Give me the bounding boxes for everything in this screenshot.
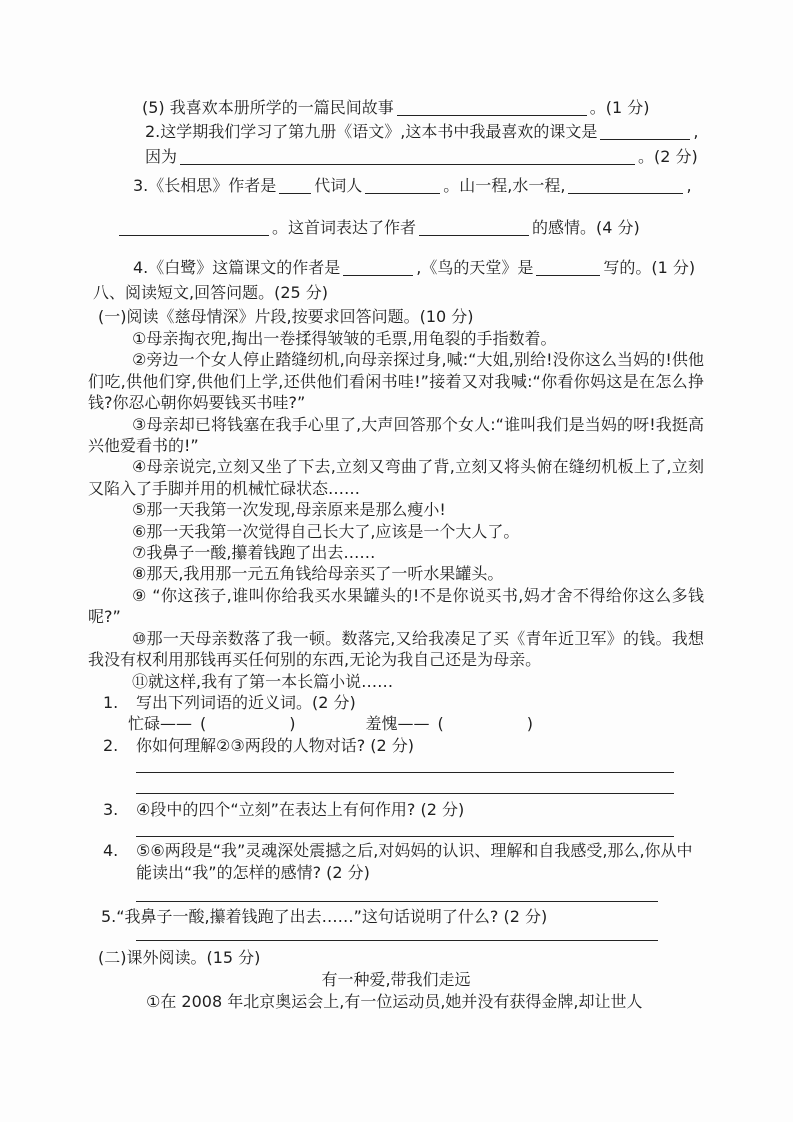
passage-paragraph-8: ⑧那天,我用那一元五角钱给母亲买了一听水果罐头。 — [132, 564, 504, 584]
fill-in-blank — [600, 125, 690, 140]
answer-line — [136, 883, 658, 902]
passage-paragraph-5: ⑤那一天我第一次发现,母亲原来是那么瘦小! — [132, 500, 446, 520]
passage-paragraph-11: ⑪就这样,我有了第一本长篇小说…… — [132, 671, 394, 691]
item-3-score: 的感情。(4 分) — [532, 218, 640, 237]
item-5-line — [142, 96, 704, 119]
passage-paragraph-9: ⑨ “你这孩子,谁叫你给我买水果罐头的!不是你说买书,妈才舍不得给你这么多钱呢?” — [88, 585, 704, 627]
part-1-heading-text: (一)阅读《慈母情深》片段,按要求回答问题。(10 分) — [98, 307, 474, 326]
answer-line — [136, 820, 674, 837]
answer-line — [136, 773, 674, 794]
item-3-line-1 — [133, 174, 704, 197]
item-3-comma: , — [686, 176, 692, 195]
item-5-score: 。(1 分) — [589, 98, 650, 117]
section-8-heading — [93, 281, 704, 304]
exam-content — [88, 96, 704, 1013]
synonym-pairs-line — [128, 713, 704, 735]
fill-in-blank — [343, 261, 413, 276]
passage-paragraph-2: ②旁边一个女人停止踏缝纫机,向母亲探过身,喊:“大姐,别给!没你这么当妈的!供他们吃,供他们穿,供他们上学,还供他们看闲书哇!”接着又对我喊:“你看你妈这是在怎么挣钱?你忍心朝你妈要钱买书哇?” — [88, 350, 704, 413]
reading-question-1 — [103, 692, 704, 714]
paren-close: ) — [289, 714, 296, 734]
fill-in-blank — [397, 101, 587, 116]
part-2-heading — [98, 946, 704, 969]
part-2-heading-text: (二)课外阅读。(15 分) — [98, 948, 261, 968]
part-1-heading — [98, 305, 704, 328]
part-2-paragraph-1: ①在 2008 年北京奥运会上,有一位运动员,她并没有获得金牌,却让世人 — [146, 992, 643, 1012]
item-4-score: 写的。(1 分) — [603, 258, 696, 277]
item-3-text-3: 。山一程,水一程, — [443, 176, 566, 195]
question-number: 1. — [103, 692, 119, 712]
synonym-word-2: 羞愧—— — [365, 714, 430, 734]
fill-in-blank — [279, 179, 311, 194]
fill-in-blank — [365, 179, 440, 194]
question-text: ④段中的四个“立刻”在表达上有何作用? (2 分) — [136, 799, 465, 819]
reading-question-4 — [103, 840, 704, 883]
passage-paragraph-6: ⑥那一天我第一次觉得自己长大了,应该是一个大人了。 — [132, 521, 520, 541]
question-number: 5. — [101, 907, 117, 927]
question-text: 写出下列词语的近义词。(2 分) — [136, 692, 356, 712]
passage-paragraph-3: ③母亲却已将钱塞在我手心里了,大声回答那个女人:“谁叫我们是当妈的呀!我挺高兴他爱看书的!” — [88, 414, 704, 456]
reading-question-3 — [103, 799, 704, 821]
section-8-heading-text: 八、阅读短文,回答问题。(25 分) — [93, 283, 329, 302]
passage-paragraph-4: ④母亲说完,立刻又坐了下去,立刻又弯曲了背,立刻又将头俯在缝纫机板上了,立刻又陷入了手脚并用的机械忙碌状态…… — [88, 457, 704, 498]
paren-close: ) — [526, 714, 534, 734]
item-2-text: 这学期我们学习了第九册《语文》,这本书中我最喜欢的课文是 — [160, 122, 598, 141]
item-2-line-1 — [145, 120, 704, 143]
passage-paragraph-10: ⑩那一天母亲数落了我一顿。数落完,又给我凑足了买《青年近卫军》的钱。我想我没有权利用那钱再买任何别的东西,无论为我自己还是为母亲。 — [88, 628, 704, 670]
reading-question-5 — [101, 906, 704, 928]
item-2-text-2: 因为 — [145, 147, 178, 166]
item-2-number: 2. — [145, 122, 161, 141]
item-3-line-2 — [116, 216, 704, 239]
answer-line — [136, 757, 674, 773]
item-2-comma: , — [693, 122, 699, 141]
item-5-text: (5) 我喜欢本册所学的一篇民间故事 — [142, 98, 394, 117]
fill-in-blank — [180, 150, 635, 165]
paren-open: ( — [200, 714, 207, 734]
question-number: 4. — [103, 841, 119, 861]
passage-paragraph-1: ①母亲掏衣兜,掏出一卷揉得皱皱的毛票,用龟裂的手指数着。 — [132, 329, 557, 348]
question-text: ⑤⑥两段是“我”灵魂深处震撼之后,对妈妈的认识、理解和自我感受,那么,你从中能读出“我”的怎样的感情? (2 分) — [136, 841, 693, 882]
question-text: “我鼻子一酸,攥着钱跑了出去……”这句话说明了什么? (2 分) — [116, 907, 548, 927]
item-4-text-2: ,《鸟的天堂》是 — [416, 258, 534, 277]
fill-in-blank — [536, 261, 600, 276]
synonym-word-1: 忙碌—— — [128, 714, 193, 734]
reading-question-2 — [103, 735, 704, 757]
paren-open: ( — [437, 714, 444, 734]
fill-in-blank — [568, 179, 683, 194]
answer-line — [136, 928, 658, 941]
item-4-number: 4. — [133, 258, 149, 277]
item-2-score: 。(2 分) — [638, 147, 698, 166]
part-2-passage-title: 有一种爱,带我们走远 — [321, 970, 471, 990]
question-text: 你如何理解②③两段的人物对话? (2 分) — [136, 736, 415, 756]
question-number: 3. — [103, 799, 119, 819]
item-3-number: 3. — [133, 176, 149, 195]
item-4-line — [133, 256, 704, 279]
passage-paragraph-7: ⑦我鼻子一酸,攥着钱跑了出去…… — [132, 543, 376, 563]
item-4-text: 《白鹭》这篇课文的作者是 — [148, 258, 341, 277]
item-3-text: 《长相思》作者是 — [148, 176, 277, 195]
item-3-text-4: 。这首词表达了作者 — [272, 218, 417, 237]
item-2-line-2 — [145, 145, 704, 168]
question-number: 2. — [103, 736, 119, 756]
fill-in-blank — [419, 221, 529, 236]
fill-in-blank — [119, 221, 269, 236]
item-3-text-2: 代词人 — [314, 176, 363, 195]
passage-cimu-qingshen — [88, 328, 704, 692]
